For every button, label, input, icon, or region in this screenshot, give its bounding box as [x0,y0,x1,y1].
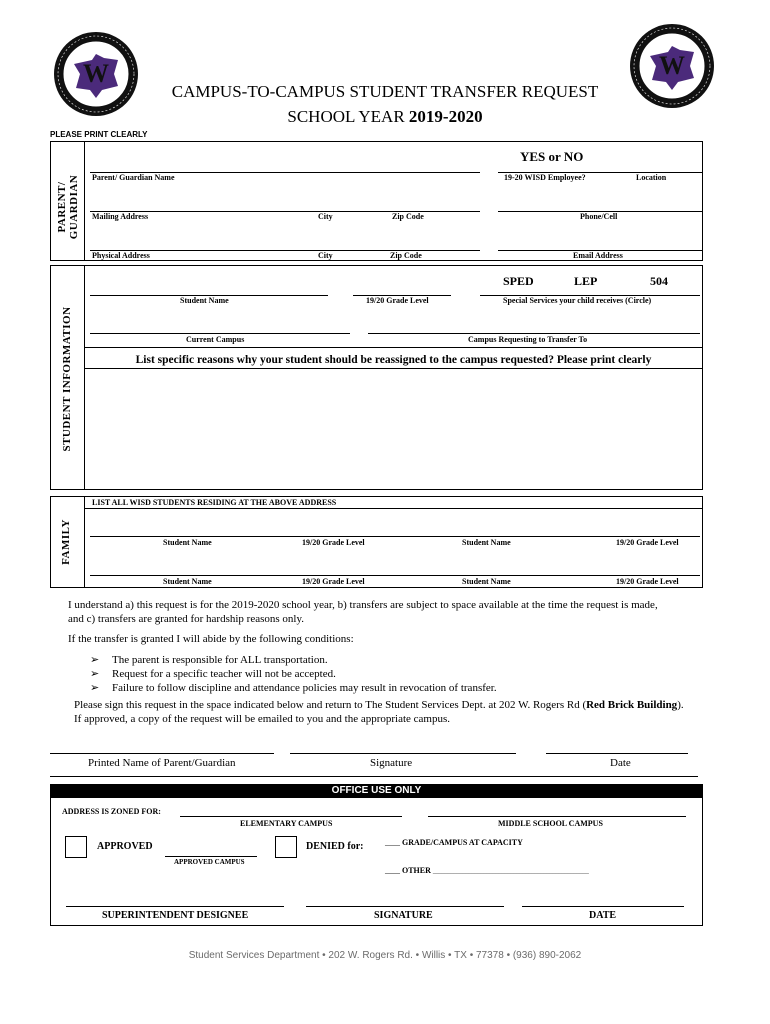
mailing-city-label: City [318,212,333,221]
parent-section [50,141,703,261]
employee-yes-no[interactable]: YES or NO [520,149,584,164]
list-item: ➢ Failure to follow discipline and attendance policies may result in revocation of transfer. [90,682,497,694]
employee-label: 19-20 WISD Employee? [504,173,586,182]
approved-campus-field[interactable] [165,856,257,857]
address-zoned-label: ADDRESS IS ZONED FOR: [62,807,161,816]
grade-level-label: 19/20 Grade Level [366,296,429,305]
logo-letter: W [83,59,109,88]
family-grade-3: 19/20 Grade Level [302,577,365,586]
conditions-intro: If the transfer is granted I will abide by the following conditions: [68,633,354,645]
list-item: ➢ The parent is responsible for ALL transportation. [90,654,328,666]
logo-letter: W [659,51,685,80]
office-section [50,784,703,926]
mailing-address-label: Mailing Address [92,212,149,221]
student-name-label: Student Name [180,296,229,305]
family-student-name-1: Student Name [163,538,212,547]
family-student-name-3: Student Name [163,577,212,586]
parent-section-label: PARENT/ GUARDIAN [56,174,80,240]
denied-label: DENIED for: [306,841,364,852]
family-list-header: LIST ALL WISD STUDENTS RESIDING AT THE ABOVE ADDRESS [92,498,337,507]
physical-city-label: City [318,251,333,260]
date-label: Date [610,757,631,769]
504-option[interactable]: 504 [650,274,668,288]
approved-campus-label: APPROVED CAMPUS [174,858,245,866]
lep-option[interactable]: LEP [574,274,598,288]
physical-zip-label: Zip Code [390,251,422,260]
understanding-statement: I understand a) this request is for the 2019-2020 school year, b) transfers are subject to space available at the time the request is made, and c) transfers are granted for hardship reasons only. [68,599,658,625]
approved-checkbox[interactable] [65,836,87,858]
current-campus-label: Current Campus [186,335,245,344]
list-item: ➢ Request for a specific teacher will not be accepted. [90,668,336,680]
return-instructions: Please sign this request in the space indicated below and return to The Student Services Dept. at 202 W. Rogers Rd (Red Brick Building). If approved, a copy of the request will be emailed to you and the appropriate campus. [74,699,684,725]
footer-address: Student Services Department • 202 W. Rogers Rd. • Willis • TX • 77378 • (936) 890-2062 [188,950,582,961]
capacity-option[interactable]: _____ GRADE/CAMPUS AT CAPACITY [385,838,523,847]
phone-label: Phone/Cell [580,212,618,221]
family-grade-4: 19/20 Grade Level [616,577,679,586]
middle-school-label: MIDDLE SCHOOL CAMPUS [498,819,603,828]
school-year: SCHOOL YEAR 2019-2020 [287,107,483,126]
office-signature-label: SIGNATURE [374,910,433,921]
location-label: Location [636,173,667,182]
mailing-zip-label: Zip Code [392,212,424,221]
sped-option[interactable]: SPED [503,274,534,288]
requested-campus-label: Campus Requesting to Transfer To [468,335,588,344]
conditions-list [90,653,497,695]
other-option[interactable]: _____ OTHER ____________________________________________________ [385,866,589,875]
student-section-label: STUDENT INFORMATION [61,306,73,452]
printed-name-field[interactable] [50,753,274,754]
signature-field[interactable] [290,753,516,754]
approved-label: APPROVED [97,841,153,852]
office-signature-field[interactable] [306,906,504,907]
family-grade-2: 19/20 Grade Level [616,538,679,547]
printed-name-label: Printed Name of Parent/Guardian [88,757,236,769]
elementary-campus-label: ELEMENTARY CAMPUS [240,819,333,828]
district-logo-left [52,30,140,118]
office-use-header: OFFICE USE ONLY [50,784,703,798]
email-label: Email Address [573,251,623,260]
designee-field[interactable] [66,906,284,907]
form-title: CAMPUS-TO-CAMPUS STUDENT TRANSFER REQUEST [171,82,599,101]
print-clearly-note: PLEASE PRINT CLEARLY [50,130,148,139]
signature-label: Signature [370,757,413,769]
middle-school-field[interactable] [428,816,686,817]
reasons-prompt: List specific reasons why your student should be reassigned to the campus requested? Please print clearly [135,354,652,366]
family-section-label: FAMILY [60,519,72,565]
family-grade-1: 19/20 Grade Level [302,538,365,547]
guardian-name-label: Parent/ Guardian Name [92,173,175,182]
physical-address-label: Physical Address [92,251,150,260]
family-student-name-2: Student Name [462,538,511,547]
denied-checkbox[interactable] [275,836,297,858]
date-field[interactable] [546,753,688,754]
designee-label: SUPERINTENDENT DESIGNEE [102,910,249,921]
reasons-field[interactable] [86,370,700,488]
office-date-label: DATE [589,910,617,921]
special-services-label: Special Services your child receives (Circle) [503,296,652,305]
family-student-name-4: Student Name [462,577,511,586]
office-date-field[interactable] [522,906,684,907]
elementary-campus-field[interactable] [180,816,402,817]
